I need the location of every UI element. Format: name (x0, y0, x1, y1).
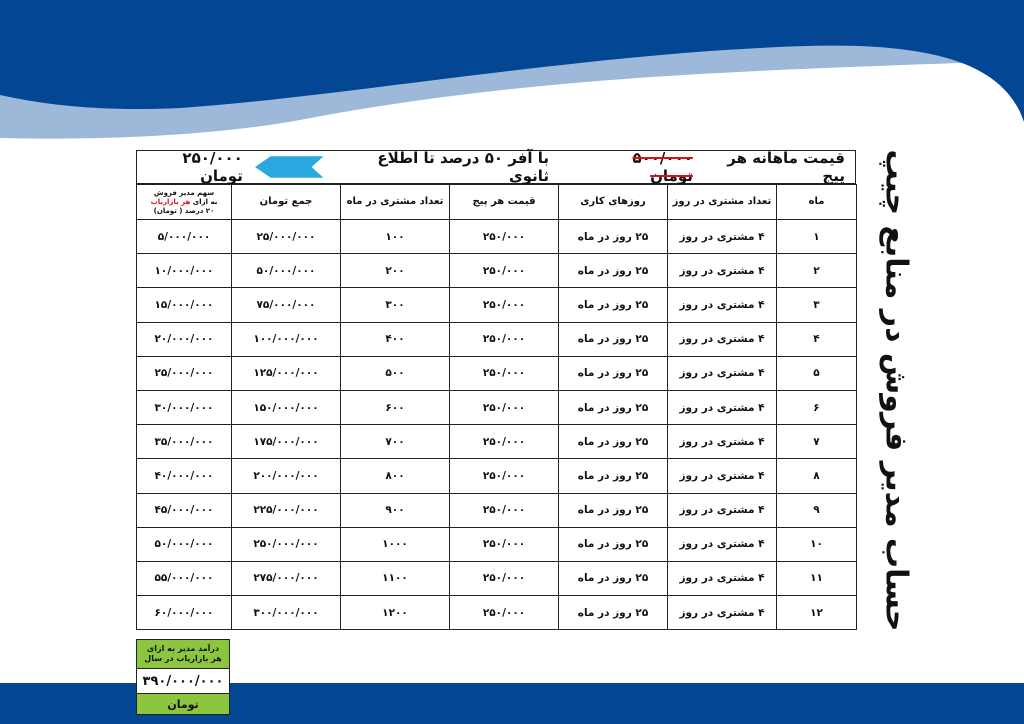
cell-month: ۳ (777, 288, 857, 322)
header-share-line2-red: هر بازاریاب (150, 197, 191, 206)
header-share-line3: ۲۰ درصد ( تومان) (153, 206, 215, 215)
cell-manager-share: ۲۰/۰۰۰/۰۰۰ (137, 322, 232, 356)
income-amount: ۳۹۰/۰۰۰/۰۰۰ (137, 668, 229, 694)
cell-customers-per-month: ۱۰۰ (341, 220, 450, 254)
arrow-left-icon (255, 156, 323, 178)
cell-total: ۲۰۰/۰۰۰/۰۰۰ (232, 459, 341, 493)
cell-manager-share: ۳۰/۰۰۰/۰۰۰ (137, 390, 232, 424)
cell-page-price: ۲۵۰/۰۰۰ (450, 493, 559, 527)
cell-manager-share: ۴۵/۰۰۰/۰۰۰ (137, 493, 232, 527)
cell-customers-per-month: ۱۲۰۰ (341, 596, 450, 630)
cell-total: ۱۲۵/۰۰۰/۰۰۰ (232, 356, 341, 390)
cell-manager-share: ۱۵/۰۰۰/۰۰۰ (137, 288, 232, 322)
cell-customers-per-month: ۳۰۰ (341, 288, 450, 322)
table-row (137, 220, 857, 254)
header-manager-share (137, 185, 232, 220)
table-row (137, 288, 857, 322)
cell-customers-per-month: ۹۰۰ (341, 493, 450, 527)
cell-customers-per-month: ۴۰۰ (341, 322, 450, 356)
cell-page-price: ۲۵۰/۰۰۰ (450, 322, 559, 356)
side-title (856, 148, 936, 632)
cell-work-days: ۲۵ روز در ماه (559, 596, 668, 630)
cell-work-days: ۲۵ روز در ماه (559, 390, 668, 424)
table-row (137, 322, 857, 356)
cell-month: ۱۱ (777, 561, 857, 595)
cell-manager-share: ۳۵/۰۰۰/۰۰۰ (137, 425, 232, 459)
cell-page-price: ۲۵۰/۰۰۰ (450, 596, 559, 630)
cell-month: ۵ (777, 356, 857, 390)
cell-customers-per-day: ۴ مشتری در روز (668, 356, 777, 390)
header-page-price: قیمت هر پیج (450, 185, 559, 220)
table-row (137, 356, 857, 390)
cell-month: ۴ (777, 322, 857, 356)
header-month: ماه (777, 185, 857, 220)
cell-customers-per-month: ۸۰۰ (341, 459, 450, 493)
cell-work-days: ۲۵ روز در ماه (559, 425, 668, 459)
cell-customers-per-day: ۴ مشتری در روز (668, 596, 777, 630)
header-total: جمع تومان (232, 185, 341, 220)
cell-customers-per-day: ۴ مشتری در روز (668, 254, 777, 288)
cell-total: ۱۷۵/۰۰۰/۰۰۰ (232, 425, 341, 459)
cell-customers-per-day: ۴ مشتری در روز (668, 493, 777, 527)
cell-work-days: ۲۵ روز در ماه (559, 561, 668, 595)
table-row (137, 596, 857, 630)
side-title-text: حساب مدیر فروش در منابع چیپ (878, 148, 914, 632)
cell-work-days: ۲۵ روز در ماه (559, 220, 668, 254)
cell-customers-per-day: ۴ مشتری در روز (668, 390, 777, 424)
cell-page-price: ۲۵۰/۰۰۰ (450, 288, 559, 322)
cell-page-price: ۲۵۰/۰۰۰ (450, 459, 559, 493)
cell-manager-share: ۵۵/۰۰۰/۰۰۰ (137, 561, 232, 595)
cell-month: ۱۲ (777, 596, 857, 630)
cell-page-price: ۲۵۰/۰۰۰ (450, 220, 559, 254)
table-header-row (137, 185, 857, 220)
old-price: ۵۰۰/۰۰۰ تومان (632, 149, 693, 185)
cell-manager-share: ۵۰/۰۰۰/۰۰۰ (137, 527, 232, 561)
header-work-days: روزهای کاری (559, 185, 668, 220)
cell-total: ۲۵۰/۰۰۰/۰۰۰ (232, 527, 341, 561)
cell-work-days: ۲۵ روز در ماه (559, 254, 668, 288)
cell-total: ۳۰۰/۰۰۰/۰۰۰ (232, 596, 341, 630)
cell-manager-share: ۲۵/۰۰۰/۰۰۰ (137, 356, 232, 390)
cell-work-days: ۲۵ روز در ماه (559, 459, 668, 493)
cell-work-days: ۲۵ روز در ماه (559, 356, 668, 390)
cell-total: ۱۵۰/۰۰۰/۰۰۰ (232, 390, 341, 424)
cell-customers-per-day: ۴ مشتری در روز (668, 527, 777, 561)
cell-total: ۷۵/۰۰۰/۰۰۰ (232, 288, 341, 322)
cell-customers-per-day: ۴ مشتری در روز (668, 459, 777, 493)
cell-work-days: ۲۵ روز در ماه (559, 288, 668, 322)
cell-page-price: ۲۵۰/۰۰۰ (450, 561, 559, 595)
cell-manager-share: ۶۰/۰۰۰/۰۰۰ (137, 596, 232, 630)
table-row (137, 254, 857, 288)
header-customers-per-day: تعداد مشتری در روز (668, 185, 777, 220)
cell-month: ۱ (777, 220, 857, 254)
table-row (137, 493, 857, 527)
table-row (137, 459, 857, 493)
cell-total: ۲۵/۰۰۰/۰۰۰ (232, 220, 341, 254)
cell-month: ۶ (777, 390, 857, 424)
cell-page-price: ۲۵۰/۰۰۰ (450, 356, 559, 390)
cell-customers-per-month: ۵۰۰ (341, 356, 450, 390)
cell-month: ۷ (777, 425, 857, 459)
income-unit: تومان (167, 698, 199, 711)
cell-page-price: ۲۵۰/۰۰۰ (450, 390, 559, 424)
table-row (137, 527, 857, 561)
cell-month: ۲ (777, 254, 857, 288)
cell-customers-per-month: ۷۰۰ (341, 425, 450, 459)
cell-customers-per-day: ۴ مشتری در روز (668, 288, 777, 322)
cell-customers-per-month: ۱۰۰۰ (341, 527, 450, 561)
cell-manager-share: ۴۰/۰۰۰/۰۰۰ (137, 459, 232, 493)
price-label: قیمت ماهانه هر پیج (727, 149, 845, 185)
cell-page-price: ۲۵۰/۰۰۰ (450, 527, 559, 561)
cell-work-days: ۲۵ روز در ماه (559, 527, 668, 561)
cell-month: ۱۰ (777, 527, 857, 561)
cell-month: ۹ (777, 493, 857, 527)
cell-customers-per-day: ۴ مشتری در روز (668, 220, 777, 254)
header-customers-per-month: تعداد مشتری در ماه (341, 185, 450, 220)
new-price: ۲۵۰/۰۰۰ تومان (182, 149, 243, 185)
header-share-line1: سهم مدیر فروش (153, 188, 215, 197)
cell-customers-per-day: ۴ مشتری در روز (668, 425, 777, 459)
table-row (137, 390, 857, 424)
cell-total: ۵۰/۰۰۰/۰۰۰ (232, 254, 341, 288)
cell-total: ۲۲۵/۰۰۰/۰۰۰ (232, 493, 341, 527)
header-share-line2 (137, 198, 231, 207)
header-share-line2-pre: به ازای (192, 197, 218, 206)
table-row (137, 425, 857, 459)
income-label: درآمد مدیر به ازای هر بازاریاب در سال (144, 644, 222, 663)
cell-total: ۱۰۰/۰۰۰/۰۰۰ (232, 322, 341, 356)
offer-text: با آفر ۵۰ درصد تا اطلاع ثانوی (377, 149, 550, 185)
cell-work-days: ۲۵ روز در ماه (559, 322, 668, 356)
cell-customers-per-day: ۴ مشتری در روز (668, 561, 777, 595)
cell-customers-per-day: ۴ مشتری در روز (668, 322, 777, 356)
price-bar (136, 150, 856, 184)
sales-table (136, 184, 857, 630)
cell-manager-share: ۱۰/۰۰۰/۰۰۰ (137, 254, 232, 288)
cell-page-price: ۲۵۰/۰۰۰ (450, 254, 559, 288)
cell-total: ۲۷۵/۰۰۰/۰۰۰ (232, 561, 341, 595)
cell-customers-per-month: ۱۱۰۰ (341, 561, 450, 595)
cell-work-days: ۲۵ روز در ماه (559, 493, 668, 527)
cell-page-price: ۲۵۰/۰۰۰ (450, 425, 559, 459)
cell-customers-per-month: ۶۰۰ (341, 390, 450, 424)
cell-customers-per-month: ۲۰۰ (341, 254, 450, 288)
annual-income-box (136, 639, 230, 715)
cell-month: ۸ (777, 459, 857, 493)
cell-manager-share: ۵/۰۰۰/۰۰۰ (137, 220, 232, 254)
table-row (137, 561, 857, 595)
